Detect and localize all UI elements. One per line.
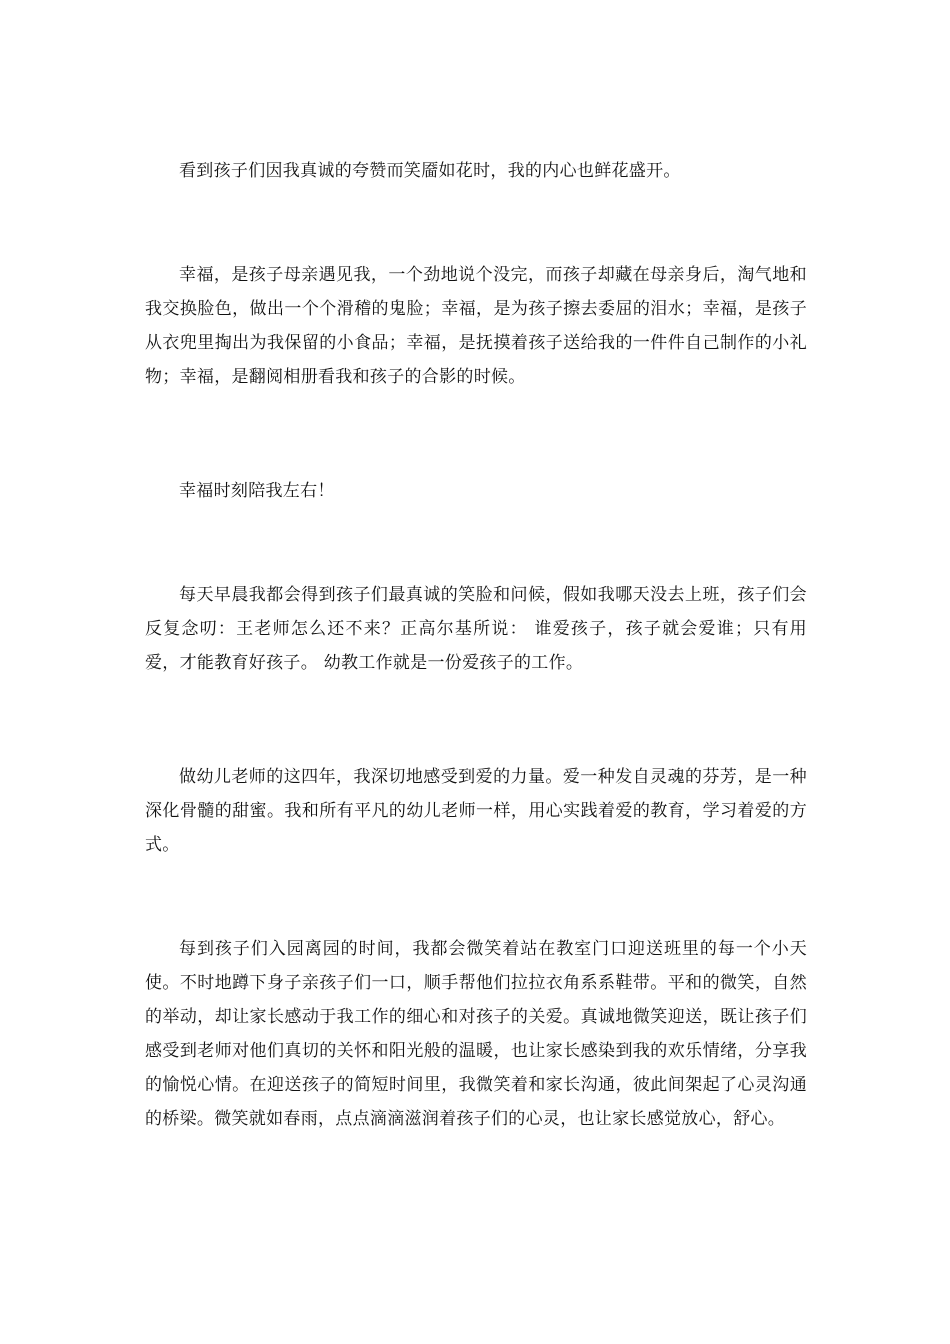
paragraph-4: 每天早晨我都会得到孩子们最真诚的笑脸和问候，假如我哪天没去上班，孩子们会反复念叨：王老师怎么还不来？正高尔基所说： 谁爱孩子，孩子就会爱谁；只有用爱，才能教育好孩子。 幼教工作就是一份爱孩子的工作。: [145, 585, 807, 673]
paragraph-1: 看到孩子们因我真诚的夸赞而笑靥如花时，我的内心也鲜花盛开。: [179, 161, 681, 181]
paragraph-2: 幸福，是孩子母亲遇见我，一个劲地说个没完，而孩子却藏在母亲身后，淘气地和我交换脸色，做出一个个滑稽的鬼脸；幸福，是为孩子擦去委屈的泪水；幸福，是孩子从衣兜里掏出为我保留的小食品；幸福，是抚摸着孩子送给我的一件件自己制作的小礼物；幸福，是翻阅相册看我和孩子的合影的时候。: [145, 265, 807, 387]
paragraph-5: 做幼儿老师的这四年，我深切地感受到爱的力量。爱一种发自灵魂的芬芳，是一种深化骨髓的甜蜜。我和所有平凡的幼儿老师一样，用心实践着爱的教育，学习着爱的方式。: [145, 767, 807, 855]
paragraph-6: 每到孩子们入园离园的时间，我都会微笑着站在教室门口迎送班里的每一个小天使。不时地蹲下身子亲孩子们一口，顺手帮他们拉拉衣角系系鞋带。平和的微笑，自然的举动，却让家长感动于我工作的细心和对孩子的关爱。真诚地微笑迎送，既让孩子们感受到老师对他们真切的关怀和阳光般的温暖，也让家长感染到我的欢乐情绪，分享我的愉悦心情。在迎送孩子的简短时间里，我微笑着和家长沟通，彼此间架起了心灵沟通的桥梁。微笑就如春雨，点点滴滴滋润着孩子们的心灵，也让家长感觉放心，舒心。: [145, 939, 807, 1129]
paragraph-3: 幸福时刻陪我左右！: [179, 481, 335, 501]
